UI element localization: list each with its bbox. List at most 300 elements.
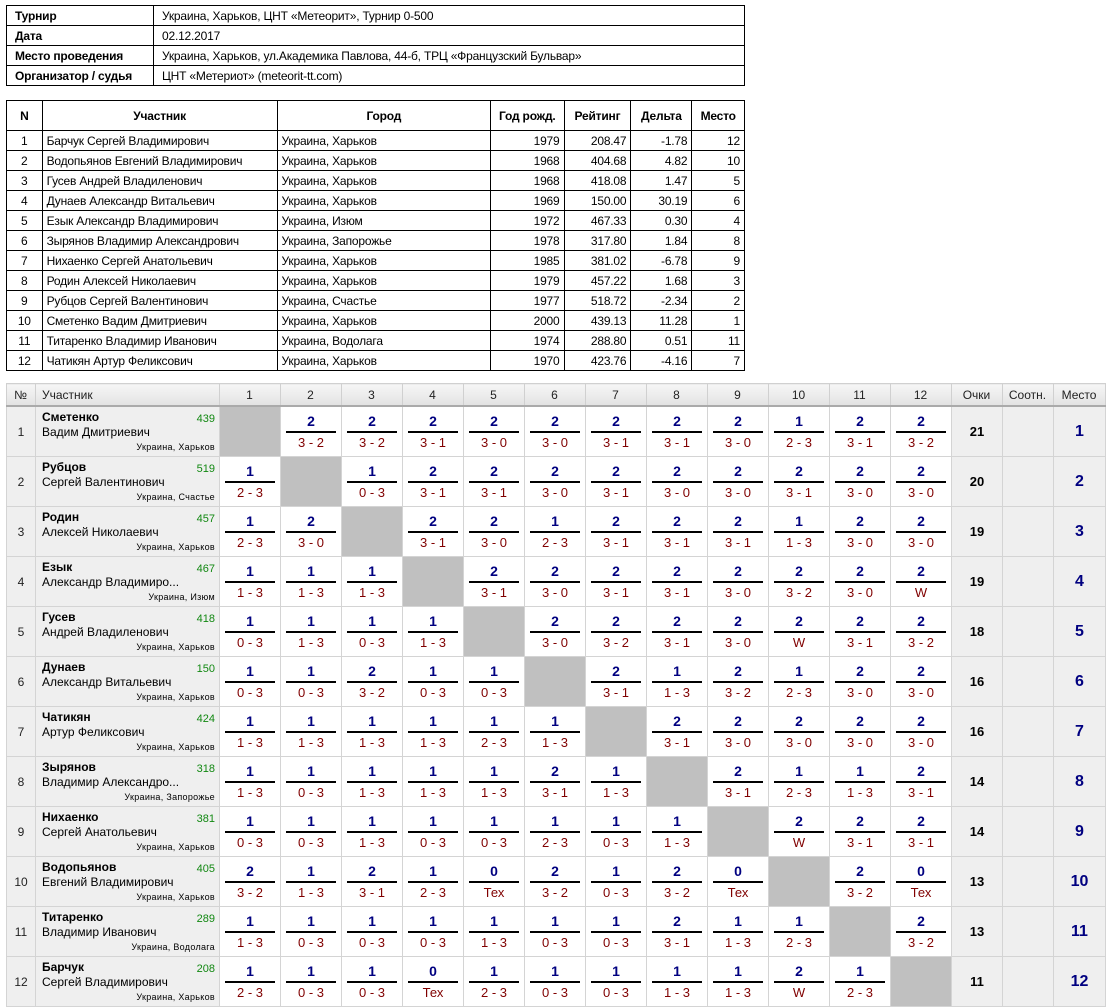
match-points: 2 <box>368 663 376 679</box>
divider-line <box>286 531 336 533</box>
match-score: 2 - 3 <box>541 835 568 850</box>
cross-row <box>7 807 1106 857</box>
match-score: 0 - 3 <box>358 635 385 650</box>
match-score: 3 - 2 <box>602 635 629 650</box>
participant-cell: Родин Алексей Николаевич <box>42 271 277 291</box>
match-score: 2 - 3 <box>846 985 873 1000</box>
match-points: 2 <box>490 513 498 529</box>
match-result <box>525 957 586 1007</box>
match-score: 0 - 3 <box>541 985 568 1000</box>
divider-line <box>286 581 336 583</box>
info-row <box>7 26 745 46</box>
match-result <box>891 607 952 657</box>
match-result <box>586 757 647 807</box>
participant-cell: 288.80 <box>564 331 631 351</box>
player-rating: 381 <box>196 813 215 825</box>
match-points: 1 <box>612 913 620 929</box>
player-rating: 405 <box>196 863 215 875</box>
match-points: 1 <box>490 813 498 829</box>
participant-cell: 9 <box>7 291 43 311</box>
match-result <box>891 557 952 607</box>
match-result <box>525 807 586 857</box>
row-number: 1 <box>7 406 36 457</box>
match-score: 3 - 0 <box>846 485 873 500</box>
divider-line <box>896 831 946 833</box>
divider-line <box>347 931 397 933</box>
match-score: W <box>914 585 928 600</box>
player-city: Украина, Харьков <box>136 692 215 702</box>
match-points: 1 <box>246 963 254 979</box>
match-result <box>342 807 403 857</box>
match-score: 1 - 3 <box>358 585 385 600</box>
divider-line <box>591 581 641 583</box>
player-surname: Зырянов <box>42 760 96 774</box>
match-score: 3 - 0 <box>724 485 751 500</box>
match-result <box>403 657 464 707</box>
match-result <box>220 907 281 957</box>
match-result <box>891 507 952 557</box>
match-points: 1 <box>246 563 254 579</box>
match-points: 1 <box>368 713 376 729</box>
match-points: 2 <box>307 413 315 429</box>
match-points: 1 <box>307 863 315 879</box>
participant-cell: 381.02 <box>564 251 631 271</box>
divider-line <box>347 981 397 983</box>
match-result <box>769 707 830 757</box>
info-value: ЦНТ «Метериот» (meteorit-tt.com) <box>154 66 745 86</box>
player-surname: Родин <box>42 510 80 524</box>
divider-line <box>225 731 275 733</box>
match-result <box>586 607 647 657</box>
match-score: 1 - 3 <box>663 985 690 1000</box>
match-result <box>220 507 281 557</box>
match-points: 1 <box>551 963 559 979</box>
participant-cell: 9 <box>692 251 745 271</box>
match-points: 1 <box>429 613 437 629</box>
divider-line <box>896 631 946 633</box>
participant-row <box>7 191 745 211</box>
match-score: 0 - 3 <box>602 985 629 1000</box>
match-score: 3 - 0 <box>541 635 568 650</box>
participant-cell: 5 <box>692 171 745 191</box>
participant-cell: -6.78 <box>631 251 692 271</box>
match-points: 2 <box>551 413 559 429</box>
player-city: Украина, Харьков <box>136 742 215 752</box>
match-score: 1 - 3 <box>236 585 263 600</box>
match-score: 1 - 3 <box>297 735 324 750</box>
match-points: 2 <box>734 463 742 479</box>
match-score: 2 - 3 <box>541 535 568 550</box>
divider-line <box>835 531 885 533</box>
final-place: 9 <box>1054 807 1106 857</box>
match-points: 1 <box>246 463 254 479</box>
match-score: 0 - 3 <box>358 485 385 500</box>
divider-line <box>286 431 336 433</box>
header-opponent-9: 9 <box>708 384 769 407</box>
match-score: 3 - 2 <box>297 435 324 450</box>
divider-line <box>530 481 580 483</box>
divider-line <box>896 781 946 783</box>
match-result <box>769 507 830 557</box>
match-points: 2 <box>734 413 742 429</box>
final-place: 12 <box>1054 957 1106 1007</box>
player-name: Сергей Владимирович <box>42 975 168 989</box>
match-result <box>647 557 708 607</box>
match-result <box>281 707 342 757</box>
match-score: 0 - 3 <box>358 985 385 1000</box>
match-points: 2 <box>368 413 376 429</box>
match-result <box>220 557 281 607</box>
info-value: Украина, Харьков, ЦНТ «Метеорит», Турнир 0-500 <box>154 6 745 26</box>
divider-line <box>835 481 885 483</box>
divider-line <box>347 431 397 433</box>
divider-line <box>713 681 763 683</box>
match-result <box>891 907 952 957</box>
final-place: 7 <box>1054 707 1106 757</box>
participant-cell: 2 <box>692 291 745 311</box>
self-cell <box>708 807 769 857</box>
participant-cell: 12 <box>7 351 43 371</box>
match-score: 2 - 3 <box>419 885 446 900</box>
match-result <box>342 406 403 457</box>
match-result <box>220 757 281 807</box>
column-header: Место <box>692 101 745 131</box>
participant-cell: 1968 <box>491 171 564 191</box>
match-points: 2 <box>795 613 803 629</box>
match-points: 1 <box>246 763 254 779</box>
match-points: 1 <box>856 963 864 979</box>
final-place: 1 <box>1054 406 1106 457</box>
match-score: W <box>792 985 806 1000</box>
match-points: 1 <box>795 913 803 929</box>
participant-cell: Дунаев Александр Витальевич <box>42 191 277 211</box>
participant-cell: 418.08 <box>564 171 631 191</box>
match-result <box>403 406 464 457</box>
match-points: 1 <box>307 963 315 979</box>
match-points: 1 <box>307 763 315 779</box>
match-points: 2 <box>795 713 803 729</box>
header-opponent-12: 12 <box>891 384 952 407</box>
player-surname: Сметенко <box>42 410 100 424</box>
match-result <box>342 457 403 507</box>
divider-line <box>225 631 275 633</box>
total-points: 13 <box>952 857 1003 907</box>
match-points: 2 <box>368 863 376 879</box>
divider-line <box>774 481 824 483</box>
match-result <box>830 657 891 707</box>
match-points: 2 <box>673 413 681 429</box>
match-points: 2 <box>856 863 864 879</box>
match-result <box>342 957 403 1007</box>
match-points: 1 <box>368 563 376 579</box>
match-score: 1 - 3 <box>724 935 751 950</box>
match-score: 3 - 0 <box>724 585 751 600</box>
divider-line <box>408 531 458 533</box>
divider-line <box>286 631 336 633</box>
participant-cell: Украина, Счастье <box>277 291 491 311</box>
participant-cell: 1979 <box>491 271 564 291</box>
row-number: 9 <box>7 807 36 857</box>
match-score: 0 - 3 <box>480 835 507 850</box>
match-score: 3 - 0 <box>541 585 568 600</box>
player-rating: 318 <box>196 763 215 775</box>
participant-cell: 0.51 <box>631 331 692 351</box>
row-number: 3 <box>7 507 36 557</box>
divider-line <box>347 681 397 683</box>
divider-line <box>774 981 824 983</box>
match-result <box>708 707 769 757</box>
participant-cell: 8 <box>7 271 43 291</box>
self-cell <box>769 857 830 907</box>
match-result <box>342 607 403 657</box>
match-result <box>403 507 464 557</box>
match-result <box>342 907 403 957</box>
match-score: 3 - 1 <box>663 435 690 450</box>
divider-line <box>835 831 885 833</box>
match-score: 0 - 3 <box>419 835 446 850</box>
cross-row <box>7 457 1106 507</box>
divider-line <box>286 781 336 783</box>
match-score: 1 - 3 <box>358 835 385 850</box>
match-score: 3 - 2 <box>236 885 263 900</box>
match-points: 1 <box>429 713 437 729</box>
divider-line <box>774 631 824 633</box>
divider-line <box>469 731 519 733</box>
player-city: Украина, Водолага <box>131 942 215 952</box>
match-score: 3 - 2 <box>846 885 873 900</box>
match-points: 2 <box>917 913 925 929</box>
player-surname: Нихаенко <box>42 810 99 824</box>
divider-line <box>835 431 885 433</box>
match-result <box>525 607 586 657</box>
match-result <box>281 406 342 457</box>
participant-cell: -4.16 <box>631 351 692 371</box>
match-score: 3 - 1 <box>358 885 385 900</box>
ratio <box>1003 507 1054 557</box>
match-points: 2 <box>673 613 681 629</box>
divider-line <box>591 831 641 833</box>
player-surname: Чатикян <box>42 710 91 724</box>
participant-cell: 2 <box>7 151 43 171</box>
divider-line <box>591 881 641 883</box>
match-points: 1 <box>490 663 498 679</box>
player-rating: 467 <box>196 563 215 575</box>
column-header: Год рожд. <box>491 101 564 131</box>
participants-table <box>6 100 745 371</box>
match-score: 1 - 3 <box>663 685 690 700</box>
match-score: 3 - 2 <box>785 585 812 600</box>
self-cell <box>586 707 647 757</box>
divider-line <box>469 881 519 883</box>
match-points: 1 <box>551 913 559 929</box>
info-label: Дата <box>7 26 154 46</box>
match-points: 2 <box>307 513 315 529</box>
header-opponent-2: 2 <box>281 384 342 407</box>
match-points: 2 <box>551 863 559 879</box>
participant-cell: Сметенко Вадим Дмитриевич <box>42 311 277 331</box>
match-result <box>281 807 342 857</box>
match-points: 2 <box>856 713 864 729</box>
player-rating: 418 <box>196 613 215 625</box>
participant-cell: 7 <box>692 351 745 371</box>
match-result <box>891 757 952 807</box>
column-header: Участник <box>42 101 277 131</box>
self-cell <box>403 557 464 607</box>
participant-row <box>7 151 745 171</box>
match-points: 1 <box>795 663 803 679</box>
match-points: 2 <box>795 463 803 479</box>
match-result <box>830 457 891 507</box>
match-result <box>891 707 952 757</box>
player-name: Александр Владимиро... <box>42 575 180 589</box>
match-score: 3 - 0 <box>480 535 507 550</box>
participant-cell: Украина, Харьков <box>277 151 491 171</box>
divider-line <box>896 531 946 533</box>
player-city: Украина, Счастье <box>136 492 215 502</box>
match-points: 1 <box>368 813 376 829</box>
cross-row <box>7 857 1106 907</box>
header-opponent-1: 1 <box>220 384 281 407</box>
match-score: 3 - 1 <box>663 935 690 950</box>
participant-cell: Украина, Харьков <box>277 351 491 371</box>
match-score: 3 - 1 <box>602 685 629 700</box>
player-city: Украина, Харьков <box>136 842 215 852</box>
match-score: Тех <box>483 885 505 900</box>
header-opponent-5: 5 <box>464 384 525 407</box>
match-points: 1 <box>612 763 620 779</box>
player-rating: 519 <box>196 463 215 475</box>
match-score: 1 - 3 <box>236 735 263 750</box>
column-header: Дельта <box>631 101 692 131</box>
match-points: 2 <box>917 563 925 579</box>
divider-line <box>286 881 336 883</box>
match-points: 2 <box>429 513 437 529</box>
match-result <box>891 807 952 857</box>
match-result <box>464 857 525 907</box>
match-points: 2 <box>917 413 925 429</box>
divider-line <box>652 881 702 883</box>
match-score: 3 - 0 <box>541 435 568 450</box>
match-points: 2 <box>734 713 742 729</box>
match-points: 1 <box>551 513 559 529</box>
self-cell <box>281 457 342 507</box>
participant-cell: 8 <box>692 231 745 251</box>
match-points: 2 <box>490 413 498 429</box>
match-score: 3 - 0 <box>846 535 873 550</box>
match-points: 2 <box>734 513 742 529</box>
match-result <box>464 657 525 707</box>
header-player: Участник <box>36 384 220 407</box>
match-points: 1 <box>307 613 315 629</box>
match-score: 3 - 0 <box>724 435 751 450</box>
match-points: 1 <box>368 913 376 929</box>
divider-line <box>408 831 458 833</box>
player-name: Алексей Николаевич <box>42 525 159 539</box>
match-score: 2 - 3 <box>785 935 812 950</box>
match-points: 0 <box>917 863 925 879</box>
participant-cell: -2.34 <box>631 291 692 311</box>
player-surname: Водопьянов <box>42 860 117 874</box>
match-result <box>586 657 647 707</box>
player-city: Украина, Харьков <box>136 442 215 452</box>
participant-cell: Украина, Харьков <box>277 251 491 271</box>
ratio <box>1003 857 1054 907</box>
match-points: 2 <box>612 613 620 629</box>
match-score: Тех <box>910 885 932 900</box>
player-rating: 289 <box>196 913 215 925</box>
player-surname: Рубцов <box>42 460 87 474</box>
divider-line <box>225 931 275 933</box>
match-score: 0 - 3 <box>297 685 324 700</box>
match-points: 1 <box>551 813 559 829</box>
match-result <box>586 457 647 507</box>
match-score: 2 - 3 <box>236 985 263 1000</box>
match-result <box>403 757 464 807</box>
match-points: 1 <box>246 913 254 929</box>
player-name: Александр Витальевич <box>42 675 172 689</box>
match-points: 2 <box>917 713 925 729</box>
divider-line <box>286 831 336 833</box>
player-name: Сергей Анатольевич <box>42 825 157 839</box>
participant-cell: Украина, Харьков <box>277 271 491 291</box>
match-points: 1 <box>673 813 681 829</box>
divider-line <box>835 581 885 583</box>
match-points: 2 <box>734 563 742 579</box>
divider-line <box>835 731 885 733</box>
divider-line <box>652 631 702 633</box>
divider-line <box>774 931 824 933</box>
match-points: 2 <box>795 963 803 979</box>
cross-row <box>7 557 1106 607</box>
total-points: 16 <box>952 657 1003 707</box>
match-score: 3 - 0 <box>541 485 568 500</box>
divider-line <box>469 831 519 833</box>
divider-line <box>469 431 519 433</box>
divider-line <box>530 981 580 983</box>
match-result <box>525 757 586 807</box>
row-number: 10 <box>7 857 36 907</box>
match-result <box>464 757 525 807</box>
divider-line <box>469 931 519 933</box>
match-points: 1 <box>429 913 437 929</box>
final-place: 3 <box>1054 507 1106 557</box>
participant-cell: 11 <box>692 331 745 351</box>
match-points: 2 <box>246 863 254 879</box>
match-score: 3 - 1 <box>846 835 873 850</box>
match-score: 2 - 3 <box>480 985 507 1000</box>
divider-line <box>469 531 519 533</box>
player-name: Владимир Александро... <box>42 775 180 789</box>
divider-line <box>835 681 885 683</box>
match-score: 3 - 1 <box>724 535 751 550</box>
divider-line <box>652 481 702 483</box>
divider-line <box>835 881 885 883</box>
ratio <box>1003 657 1054 707</box>
divider-line <box>225 681 275 683</box>
participant-row <box>7 351 745 371</box>
cross-row <box>7 406 1106 457</box>
match-score: 0 - 3 <box>297 985 324 1000</box>
header-opponent-3: 3 <box>342 384 403 407</box>
match-score: 1 - 3 <box>297 585 324 600</box>
match-score: 3 - 1 <box>602 435 629 450</box>
match-result <box>708 406 769 457</box>
final-place: 5 <box>1054 607 1106 657</box>
divider-line <box>469 481 519 483</box>
match-score: 0 - 3 <box>236 685 263 700</box>
match-points: 1 <box>612 863 620 879</box>
match-score: 3 - 2 <box>907 935 934 950</box>
